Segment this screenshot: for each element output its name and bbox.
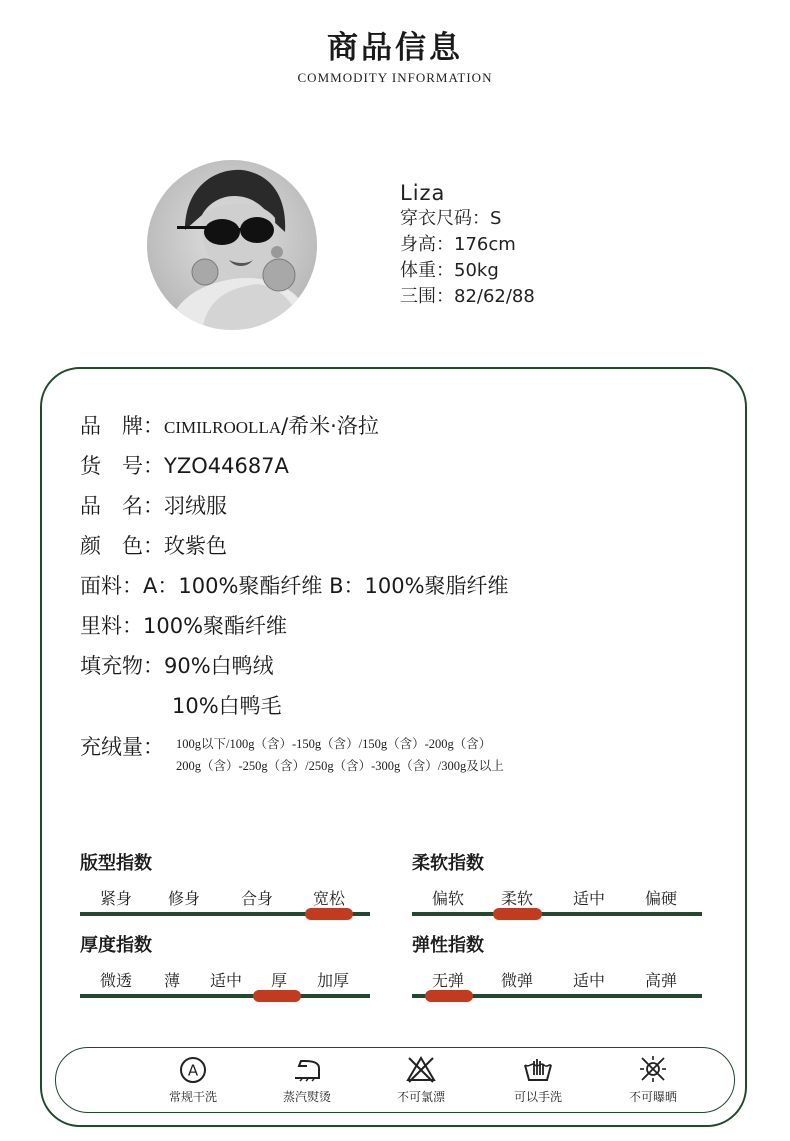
softness-scale-track	[412, 912, 702, 916]
fabric-row: 面料：A：100%聚酯纤维 B：100%聚脂纤维	[80, 574, 509, 598]
no-bleach-icon	[406, 1055, 436, 1087]
brand-cn: /希米·洛拉	[281, 414, 379, 438]
care-label: 不可氯漂	[396, 1090, 446, 1104]
softness-option: 偏硬	[644, 889, 678, 908]
care-label: 蒸汽熨烫	[282, 1090, 332, 1104]
elasticity-option: 高弹	[644, 971, 678, 990]
no-sun-icon	[639, 1055, 667, 1087]
brand-row	[80, 410, 379, 440]
model-height: 身高：176cm	[400, 234, 516, 255]
elasticity-option: 微弹	[500, 971, 534, 990]
thickness-option: 薄	[163, 971, 181, 990]
brand-latin: CIMILROOLLA	[164, 418, 282, 437]
model-size: 穿衣尺码：S	[400, 208, 502, 229]
fit-option: 修身	[167, 889, 201, 908]
thickness-index-title: 厚度指数	[80, 935, 152, 956]
softness-option: 适中	[572, 889, 606, 908]
model-weight: 体重：50kg	[400, 260, 499, 281]
dry-clean-icon	[179, 1056, 207, 1088]
softness-index-title: 柔软指数	[412, 853, 484, 874]
fit-option: 紧身	[99, 889, 133, 908]
brand-label: 品 牌：	[80, 414, 164, 438]
down-label: 充绒量：	[80, 735, 164, 759]
sku-row: 货 号：YZO44687A	[80, 454, 289, 478]
thickness-option: 微透	[99, 971, 133, 990]
page-title: 商品信息	[327, 30, 463, 66]
thickness-scale-track	[80, 994, 370, 998]
fit-option: 宽松	[312, 889, 346, 908]
thickness-option: 厚	[270, 971, 288, 990]
softness-selected-marker	[493, 908, 542, 920]
svg-text:A: A	[187, 1061, 199, 1080]
care-label: 常规干洗	[168, 1090, 218, 1104]
model-measurements: 三围：82/62/88	[400, 286, 535, 307]
model-info	[400, 180, 535, 310]
fit-option: 合身	[240, 889, 274, 908]
softness-option: 偏软	[431, 889, 465, 908]
thickness-option: 加厚	[316, 971, 350, 990]
steam-iron-icon	[291, 1056, 323, 1088]
care-label: 可以手洗	[513, 1090, 563, 1104]
model-name: Liza	[400, 181, 446, 205]
down-amount	[176, 733, 504, 777]
elasticity-selected-marker	[425, 990, 473, 1002]
elasticity-index-title: 弹性指数	[412, 935, 484, 956]
fit-selected-marker	[305, 908, 353, 920]
down-line-2: 200g（含）-250g（含）/250g（含）-300g（含）/300g及以上	[176, 759, 504, 773]
filling-row: 填充物：90%白鸭绒	[80, 654, 274, 678]
hand-wash-icon	[522, 1055, 554, 1087]
elasticity-option: 适中	[572, 971, 606, 990]
softness-option: 柔软	[500, 889, 534, 908]
lining-row: 里料：100%聚酯纤维	[80, 614, 288, 638]
thickness-option: 适中	[209, 971, 243, 990]
page-subtitle: COMMODITY INFORMATION	[297, 70, 493, 85]
model-photo	[147, 160, 317, 330]
filling-row-2: 10%白鸭毛	[172, 694, 282, 718]
elasticity-option: 无弹	[431, 971, 465, 990]
down-line-1: 100g以下/100g（含）-150g（含）/150g（含）-200g（含）	[176, 737, 492, 751]
care-label: 不可曝晒	[628, 1090, 678, 1104]
color-row: 颜 色：玫紫色	[80, 534, 227, 558]
thickness-selected-marker	[253, 990, 301, 1002]
product-name-row: 品 名：羽绒服	[80, 494, 227, 518]
fit-index-title: 版型指数	[80, 853, 152, 874]
